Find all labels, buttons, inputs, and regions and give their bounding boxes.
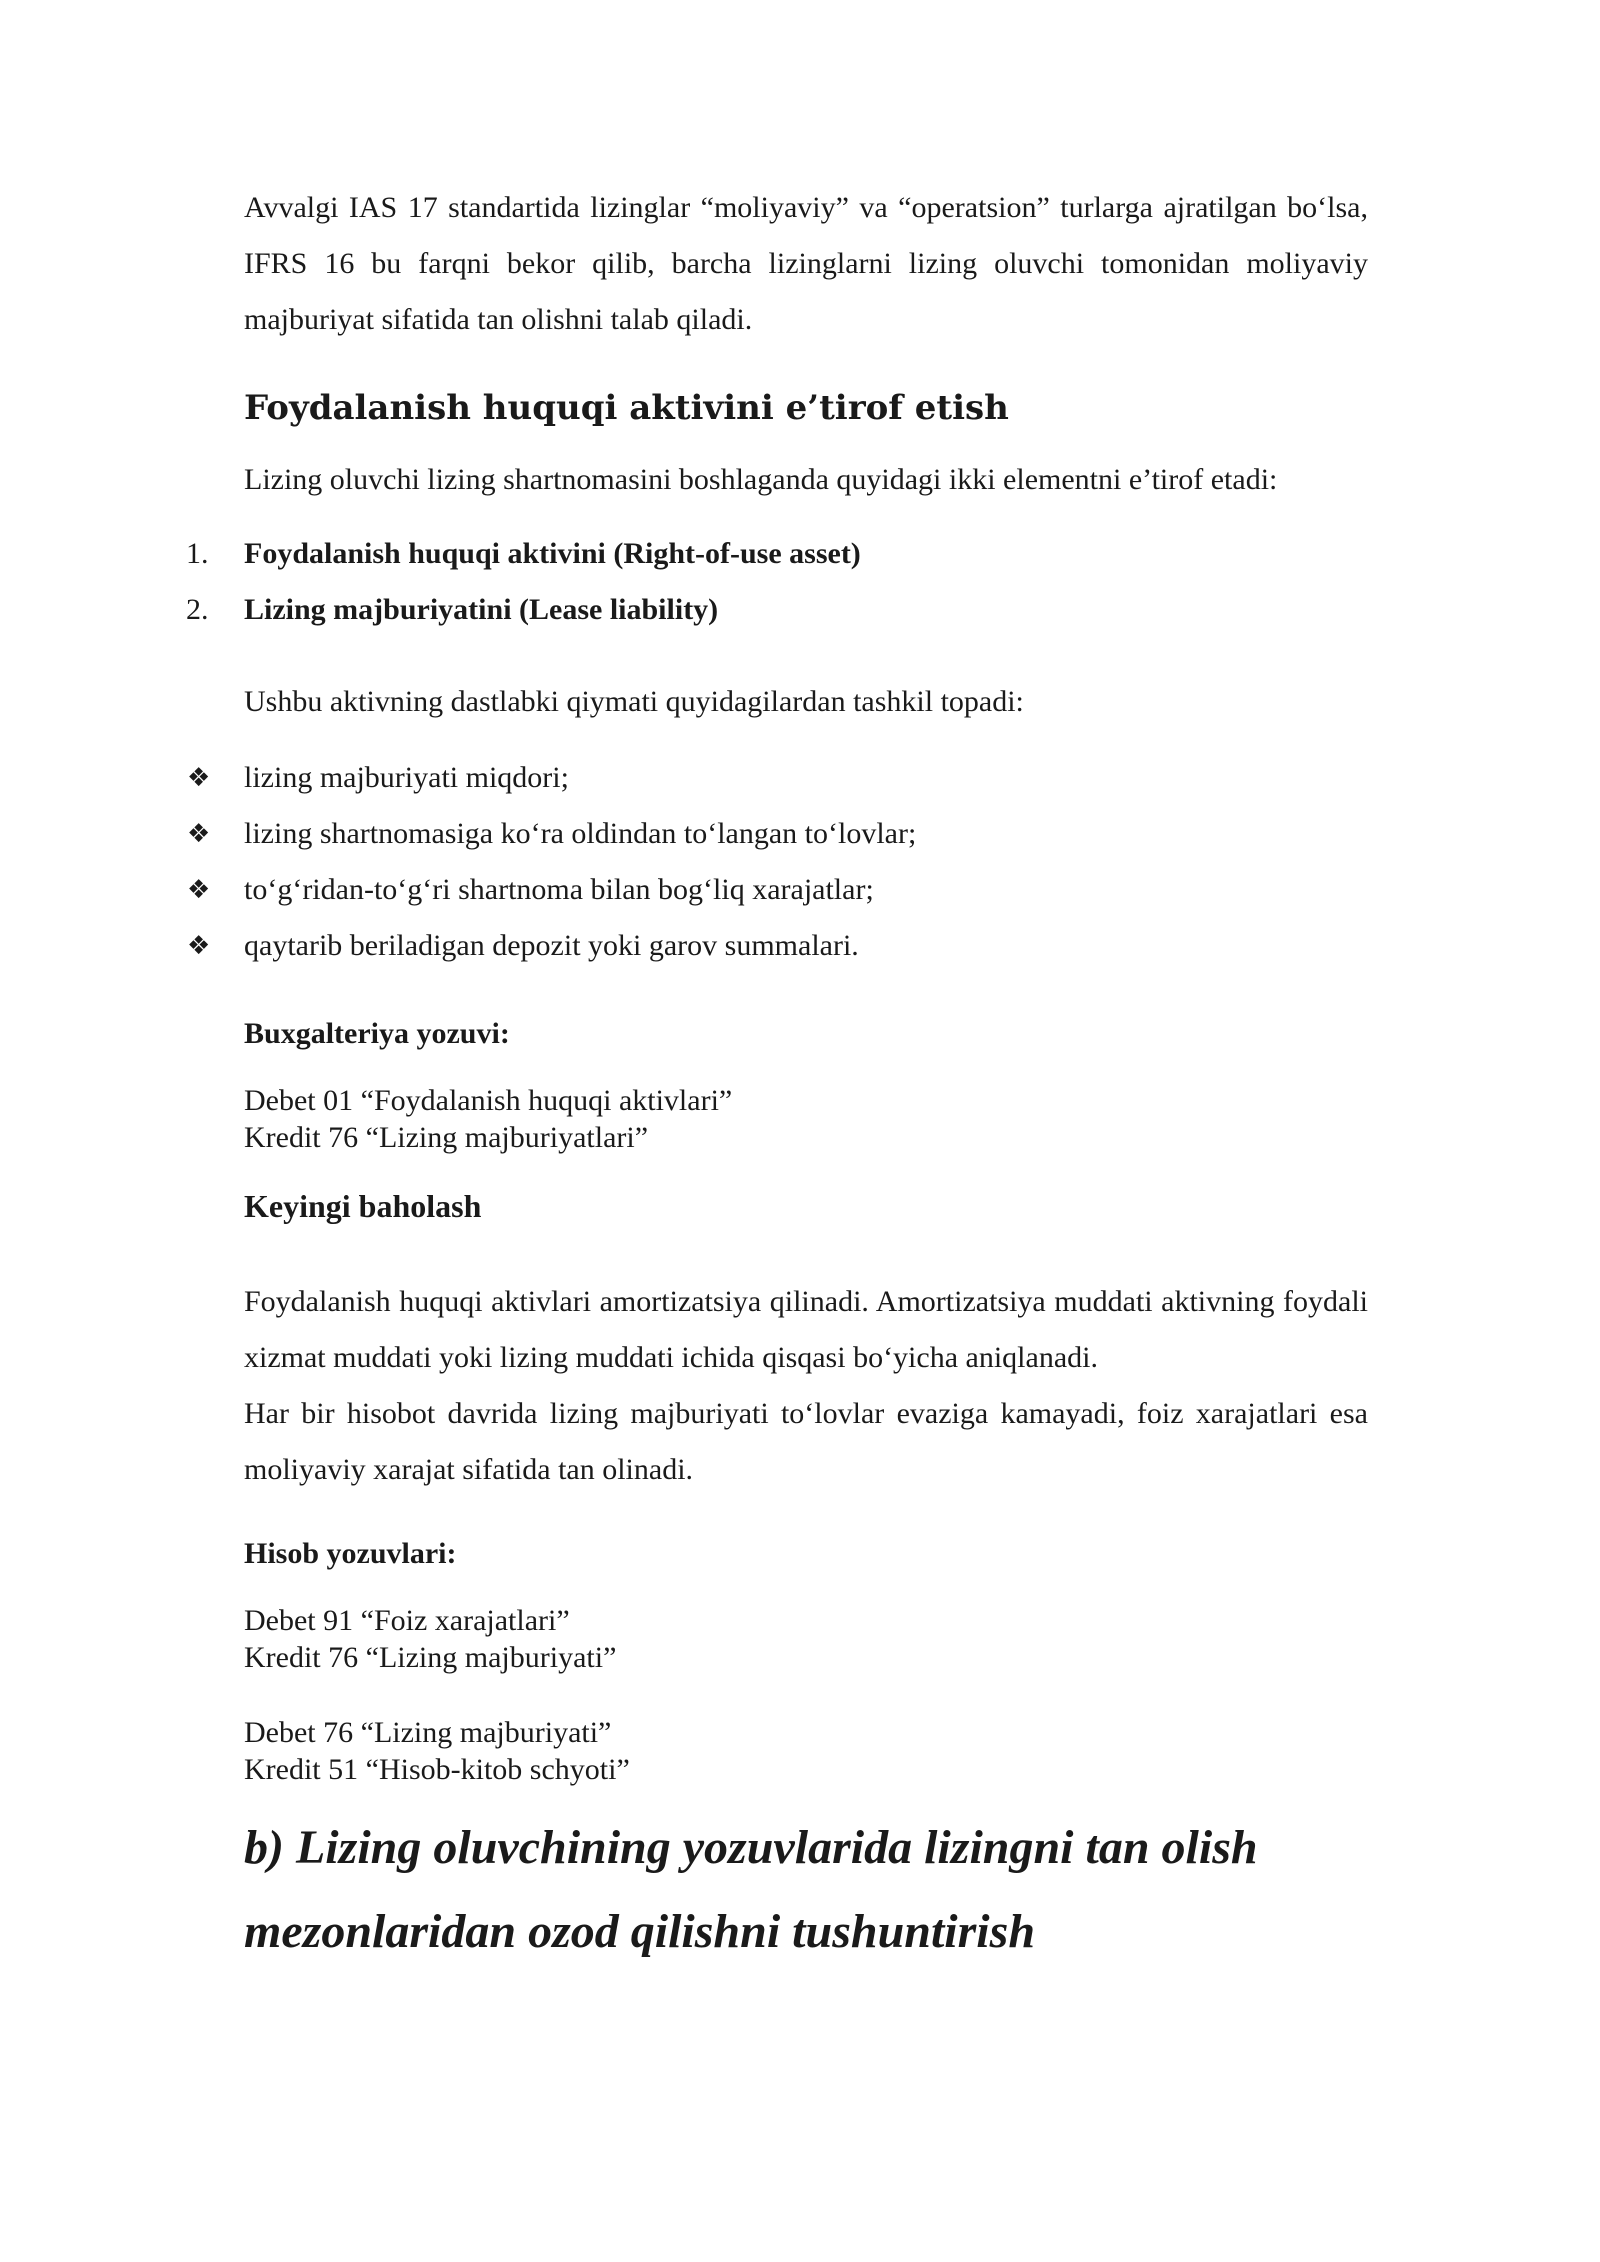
debit-line: Debet 76 “Lizing majburiyati” (244, 1716, 612, 1749)
bullet-list-item (187, 750, 1368, 806)
accounting-entry (244, 1714, 1368, 1788)
numbered-list-item (186, 526, 1368, 582)
diamond-bullet-icon: ❖ (187, 931, 211, 961)
numbered-list (186, 526, 1368, 638)
liability-reduction-paragraph: Har bir hisobot davrida lizing majburiyati to‘lovlar evaziga kamayadi, foiz xarajatlari esa moliyaviy xarajat sifatida tan olinadi. (244, 1397, 1368, 1486)
diamond-bullet-icon: ❖ (187, 763, 211, 793)
list-item-text: Foydalanish huquqi aktivini (Right-of-use asset) (244, 537, 861, 570)
initial-value-lead-paragraph: Ushbu aktivning dastlabki qiymati quyidagilardan tashkil topadi: (244, 685, 1024, 718)
diamond-bullet-icon: ❖ (187, 875, 211, 905)
debit-line: Debet 91 “Foiz xarajatlari” (244, 1604, 570, 1637)
intro-paragraph: Avvalgi IAS 17 standartida lizinglar “moliyaviy” va “operatsion” turlarga ajratilgan bo‘lsa, IFRS 16 bu farqni bekor qilib, barcha lizinglarni lizing oluvchi tomonidan moliyaviy majburiyat sifatida tan olishni talab qiladi. (244, 191, 1368, 336)
accounting-entry (244, 1082, 1368, 1156)
section-heading-exemption: b) Lizing oluvchining yozuvlarida lizingni tan olish mezonlaridan ozod qilishni tushuntirish (244, 1821, 1258, 1958)
bullet-item-text: lizing majburiyati miqdori; (244, 761, 569, 794)
bullet-item-text: qaytarib beriladigan depozit yoki garov summalari. (244, 929, 859, 962)
bullet-item-text: to‘g‘ridan-to‘g‘ri shartnoma bilan bog‘liq xarajatlar; (244, 873, 874, 906)
debit-line: Debet 01 “Foydalanish huquqi aktivlari” (244, 1084, 733, 1117)
credit-line: Kredit 76 “Lizing majburiyati” (244, 1641, 617, 1674)
credit-line: Kredit 76 “Lizing majburiyatlari” (244, 1121, 649, 1154)
accounting-entry (244, 1602, 1368, 1676)
section-heading-recognition: Foydalanish huquqi aktivini e’tirof etish (244, 388, 1009, 428)
amortization-paragraph: Foydalanish huquqi aktivlari amortizatsiya qilinadi. Amortizatsiya muddati aktivning foydali xizmat muddati yoki lizing muddati ichida qisqasi bo‘yicha aniqlanadi. (244, 1285, 1368, 1374)
bullet-list (187, 750, 1368, 974)
bullet-list-item (187, 918, 1368, 974)
list-item-text: Lizing majburiyatini (Lease liability) (244, 593, 719, 626)
accounting-entry-label: Buxgalteriya yozuvi: (244, 1017, 510, 1050)
section-heading-subsequent-measurement: Keyingi baholash (244, 1188, 482, 1224)
recognition-lead-paragraph: Lizing oluvchi lizing shartnomasini boshlaganda quyidagi ikki elementni e’tirof etadi: (244, 463, 1278, 496)
bullet-list-item (187, 806, 1368, 862)
list-number: 1. (186, 537, 209, 570)
credit-line: Kredit 51 “Hisob-kitob schyoti” (244, 1753, 630, 1786)
diamond-bullet-icon: ❖ (187, 819, 211, 849)
document-body (186, 180, 1368, 1974)
list-number: 2. (186, 593, 209, 626)
bullet-list-item (187, 862, 1368, 918)
entries-label: Hisob yozuvlari: (244, 1537, 457, 1570)
numbered-list-item (186, 582, 1368, 638)
bullet-item-text: lizing shartnomasiga ko‘ra oldindan to‘langan to‘lovlar; (244, 817, 917, 850)
